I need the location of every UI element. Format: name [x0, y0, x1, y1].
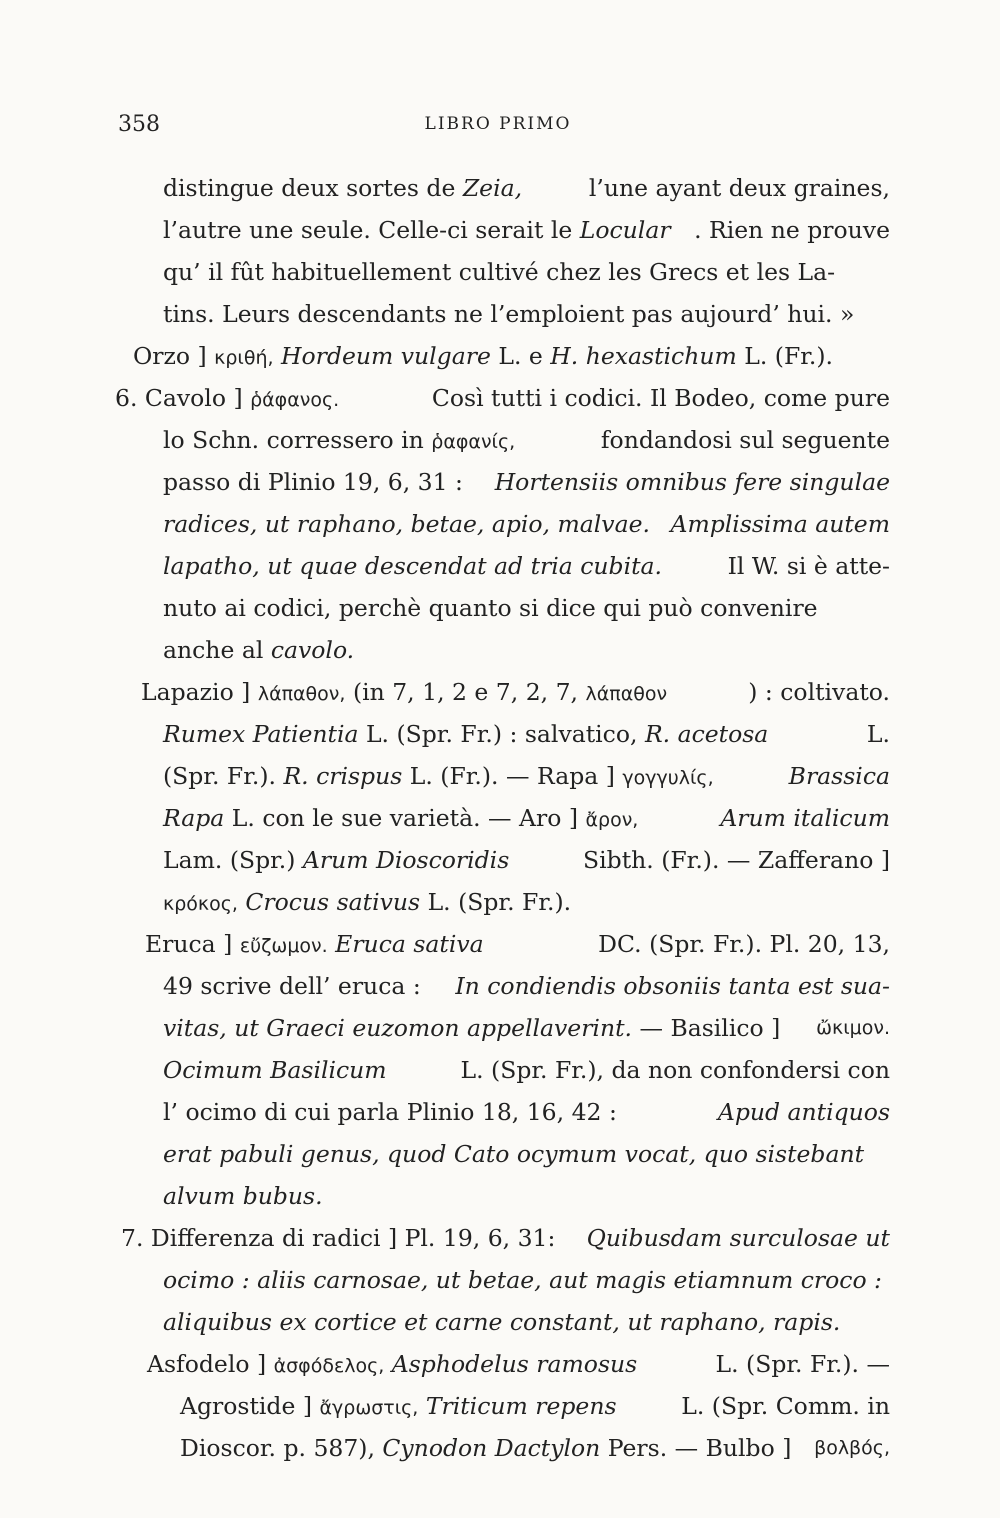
text-line: l’autre une seule. Celle-ci serait le Locular . Rien ne prouve	[163, 216, 890, 244]
text-line: lo Schn. corressero in ῥαφανίς, fondandosi sul seguente	[163, 426, 890, 454]
text-line: Ocimum Basilicum L. (Spr. Fr.), da non confondersi con	[163, 1056, 890, 1084]
text-line: tins. Leurs descendants ne l’emploient pas aujourd’ hui. »	[163, 300, 855, 328]
text-line: Eruca ] εὔζωμον. Eruca sativa DC. (Spr. Fr.). Pl. 20, 13,	[145, 930, 890, 958]
text-line: 7. Differenza di radici ] Pl. 19, 6, 31: Quibusdam surculosae ut	[121, 1224, 890, 1252]
text-line: Rapa L. con le sue varietà. — Aro ] ἄρον, Arum italicum	[163, 804, 890, 832]
text-line: distingue deux sortes de Zeia, l’une ayant deux graines,	[163, 174, 890, 202]
text-line: κρόκος, Crocus sativus L. (Spr. Fr.).	[163, 888, 572, 916]
text-line: anche al cavolo.	[163, 636, 355, 664]
text-line: Asfodelo ] ἀσφόδελος, Asphodelus ramosus L. (Spr. Fr.). —	[147, 1350, 890, 1378]
text-line: vitas, ut Graeci euzomon appellaverint. — Basilico ] ὤκιμον.	[163, 1014, 890, 1042]
text-line: nuto ai codici, perchè quanto si dice qui può convenire	[163, 594, 818, 622]
text-line: qu’ il fût habituellement cultivé chez les Grecs et les La-	[163, 258, 836, 286]
text-line: Orzo ] κριθή, Hordeum vulgare L. e H. hexastichum L. (Fr.).	[133, 342, 834, 370]
text-line: l’ ocimo di cui parla Plinio 18, 16, 42 : Apud antiquos	[163, 1098, 890, 1126]
text-line: ocimo : aliis carnosae, ut betae, aut magis etiamnum croco :	[163, 1266, 882, 1294]
text-line: 6. Cavolo ] ῥάφανος. Così tutti i codici. Il Bodeo, come pure	[115, 384, 890, 412]
text-line: passo di Plinio 19, 6, 31 : Hortensiis omnibus fere singulae	[163, 468, 890, 496]
text-line: alvum bubus.	[163, 1182, 323, 1210]
text-line: Dioscor. p. 587), Cynodon Dactylon Pers. — Bulbo ] βολβός,	[180, 1434, 890, 1462]
text-line: Lapazio ] λάπαθον, (in 7, 1, 2 e 7, 2, 7, λάπαθον ) : coltivato.	[141, 678, 890, 706]
text-line: lapatho, ut quae descendat ad tria cubita. Il W. si è atte-	[163, 552, 890, 580]
text-line: radices, ut raphano, betae, apio, malvae. Amplissima autem	[163, 510, 890, 538]
text-line: aliquibus ex cortice et carne constant, ut raphano, rapis.	[163, 1308, 841, 1336]
text-line: (Spr. Fr.). R. crispus L. (Fr.). — Rapa ] γογγυλίς, Brassica	[163, 762, 890, 790]
running-title: LIBRO PRIMO	[424, 114, 572, 134]
page-number: 358	[118, 112, 160, 137]
text-line: Agrostide ] ἄγρωστις, Triticum repens L. (Spr. Comm. in	[180, 1392, 890, 1420]
text-line: Rumex Patientia L. (Spr. Fr.) : salvatico, R. acetosa L.	[163, 720, 890, 748]
text-line: erat pabuli genus, quod Cato ocymum vocat, quo sistebant	[163, 1140, 865, 1168]
text-line: 49 scrive dell’ eruca : In condiendis obsoniis tanta est sua-	[163, 972, 890, 1000]
text-line: Lam. (Spr.) Arum Dioscoridis Sibth. (Fr.). — Zafferano ]	[163, 846, 890, 874]
